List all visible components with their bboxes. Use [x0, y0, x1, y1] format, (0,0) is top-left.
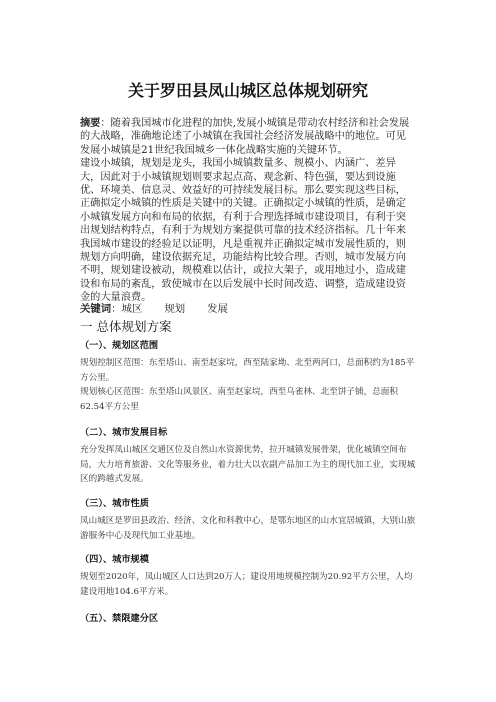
body-paragraph: 规划控制区范围：东至塔山、南至赵家垸，西至陆家坳、北至两河口，总面积约为185平方公里。 — [80, 358, 415, 383]
subsection-body — [80, 514, 416, 543]
subsection-heading: （三）、城市性质 — [80, 498, 149, 509]
subsection-heading: （一）、规划区范围 — [80, 340, 159, 351]
abstract-paragraph — [80, 117, 416, 157]
abstract-paragraph-2: 建设小城镇，规划是龙头，我国小城镇数量多、规模小、内涵广、差异大，因此对于小城镇规划则要求起点高、观念新、特色强，要达到设施优、环境美、信息灵、效益好的可持续发展目标。那么要实现这些目标，正确拟定小城镇的性质是关键中的关键。正确拟定小城镇的性质，是确定小城镇发展方向和布局的依据，有利于合理选择城市建设项目，有利于突出规划结构特点，有利于为规划方案提供可靠的技术经济指标。几十年来我国城市建设的经验足以证明，凡是重视并正确拟定城市发展性质的，则规划方向明确，建设依据充足，功能结构比较合理。否则，城市发展方向不明，规划建设被动，规模难以估计，或拉大架子，或用地过小，造成建设和布局的紊乱，致使城市在以后发展中长时间改造、调整，造成建设资金的大量浪费。 — [80, 158, 406, 304]
abstract-block — [80, 117, 416, 305]
subsection-body — [80, 356, 416, 414]
section-heading: 一 总体规划方案 — [80, 319, 172, 334]
abstract-text: ：随着我国城市化进程的加快,发展小城镇是带动农村经济和社会发展的大战略，准确地论述了小城镇在我国社会经济发展战略中的地位。可见发展小城镇是21世纪我国城乡一体化战略实施的关键环节。 — [80, 118, 410, 156]
subsection-heading: （四）、城市规模 — [80, 554, 149, 565]
keywords-label: 关键词 — [80, 303, 112, 315]
body-paragraph: 充分发挥凤山城区交通区位及自然山水资源优势，拉开城镇发展骨架，优化城镇空间布局，大力培育旅游、文化等服务业，着力壮大以农副产品加工为主的现代加工业，实现城区的跨越式发展。 — [80, 445, 416, 485]
subsection-body — [80, 570, 416, 599]
subsection-body — [80, 443, 416, 487]
document-title: 关于罗田县凤山城区总体规划研究 — [127, 81, 368, 100]
keywords-line — [80, 300, 250, 315]
keyword-item: 发展 — [207, 303, 228, 315]
keyword-item: ：城区 — [111, 303, 143, 315]
body-paragraph: 规划至2020年，凤山城区人口达到20万人；建设用地规模控制为20.92平方公里，人均建设用地104.6平方米。 — [80, 572, 413, 597]
body-paragraph: 凤山城区是罗田县政治、经济、文化和科教中心，是鄂东地区的山水宜居城镇，大别山旅游服务中心及现代加工业基地。 — [80, 516, 416, 541]
subsection-heading: （二）、城市发展目标 — [80, 427, 168, 438]
subsection-heading: （五）、禁限建分区 — [80, 613, 159, 624]
body-paragraph: 规划核心区范围：东至塔山风景区、南至赵家垸，西至乌雀林、北至饼子铺，总面积62.54平方公里 — [80, 387, 398, 412]
abstract-label: 摘要 — [80, 117, 101, 129]
keyword-item: 规划 — [164, 303, 186, 315]
